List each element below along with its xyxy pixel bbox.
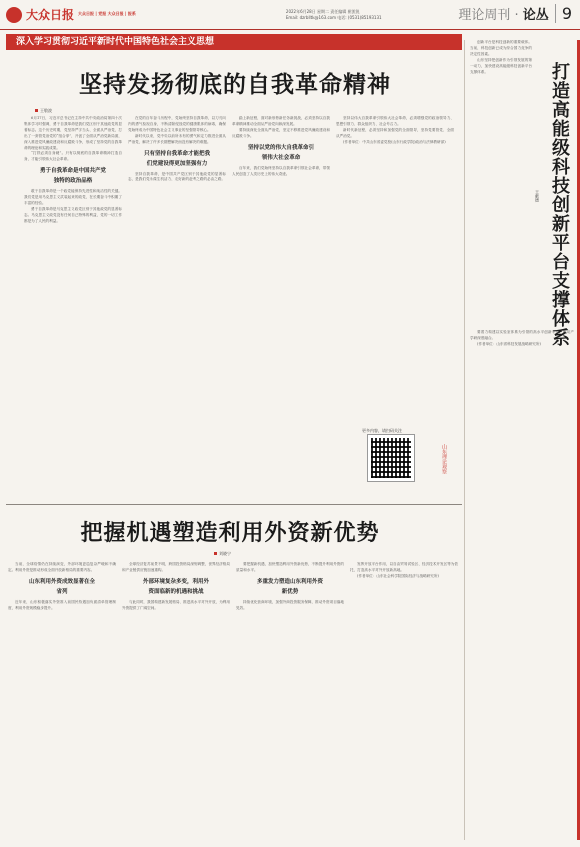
section-name-bold: 论丛 — [522, 8, 549, 23]
qr-code-icon[interactable] — [368, 435, 414, 481]
paragraph: 全球经济复苏前景不明，跨国投资格局深刻调整，世界经济格局和产业链供应链加速重构。 — [122, 562, 230, 572]
paragraph: 要把握新机遇，加快塑造利用外资新优势，不断提升利用外资的质量和水平。 — [236, 562, 344, 572]
qr-tag: 山东理论观察 — [441, 444, 447, 474]
qr-caption: 更多内容，请扫码关注 — [362, 428, 402, 433]
paragraph: 勇于自我革命是马克思主义政党区别于其他政党的显著标志。马克思主义政党没有任何自己特殊的利益，党的一切工作都是为了人民的利益。 — [24, 206, 122, 223]
paragraph: 发挥开放平台作用，以自由贸易试验区、经济技术开发区等为依托，打造高水平对外开放新高地。 — [350, 562, 458, 572]
article-divider — [6, 504, 462, 505]
paragraph: 6月17日，习近平总书记在主持中共中央政治局第四十次集体学习时强调，勇于自我革命是我们党区别于其他政党的显著标志。这个历史时期，党坚持严字当头、全面从严治党，打出了一套管党治党的“组合拳”，开创了全面从严治党新局面，深入推进党风廉政建设和反腐败斗争，形成了坚持党的自我革命的理论和实践成果。 — [24, 116, 122, 150]
article-2-title: 把握机遇塑造利用外资新优势 — [80, 520, 380, 546]
logo-text: 大众日报 — [26, 8, 75, 22]
logo-icon — [6, 7, 22, 23]
logo-subtitle: 大众日报 | 党报 大众日报 | 报系 — [78, 11, 136, 17]
article-2-column-2 — [122, 562, 230, 842]
article-1-author: 王敬波 — [35, 108, 52, 114]
paragraph: 坚持以伟大自我革命引领伟大社会革命，必须增强党的政治领导力、思想引领力、群众组织力、社会号召力。 — [336, 116, 454, 126]
author-marker-icon — [35, 109, 38, 112]
article-3-column-top — [470, 40, 532, 320]
subheading: 山东利用外资成效显著在全 省列 — [28, 578, 95, 595]
article-3-column-bottom — [470, 330, 574, 840]
subheading: 外部环境复杂多变，利用外 资面临新的机遇和挑战 — [142, 578, 209, 595]
article-3-title: 打造高能级科技创新平台支撑体系 — [549, 62, 570, 347]
paragraph: (作者单位：中共山东省委党校(山东行政学院)政治与法律教研部) — [343, 139, 446, 144]
paragraph: 在党的百年奋斗历程中，党始终坚持自我革命，以刀刃向内的勇气检视自身，不断清除侵蚀党的健康肌体的病毒，确保党始终成为中国特色社会主义事业的坚强领导核心。 — [128, 116, 226, 132]
paragraph: 持续优化营商环境，加强外商投资服务保障，推动外资项目落地见效。 — [236, 599, 344, 610]
paragraph: 坚持自我革命，是中国共产党区别于其他政党的显著标志，是我们党永葆生机活力、走好新的赶考之路的必由之路。 — [128, 171, 226, 182]
article-1-column-2 — [128, 116, 226, 501]
article-1-column-4 — [336, 116, 454, 421]
paragraph: 要持续深化全面从严治党，坚定不移推进党风廉政建设和反腐败斗争。 — [232, 127, 330, 138]
paragraph: 近年来，山东积极落实外资准入前国民待遇加负面清单管理制度，利用外资规模稳步提升。 — [8, 599, 116, 610]
newspaper-logo — [6, 6, 136, 23]
paragraph: 创新平台是科技创新的重要载体。当前，科技创新已成为综合国力竞争的决定性因素。 — [470, 40, 532, 56]
paragraph: “打铁必须自身硬”。只有以彻底的自我革命精神打造自身，才能引领伟大社会革命。 — [24, 151, 122, 162]
issue-date: 2022年6月28日 星期二 责任编辑 崔凯锐 — [285, 9, 360, 15]
page-number: 9 — [555, 4, 572, 23]
article-2-column-4 — [350, 562, 458, 842]
article-1-column-1 — [24, 116, 122, 501]
article-1-column-3 — [232, 116, 330, 501]
article-2-column-3 — [236, 562, 344, 842]
paragraph: 要着力构建以实验室体系为引领的高水平创新平台，推动产学研深度融合。 — [470, 330, 574, 340]
paragraph: 新时代新征程，必须坚持和加强党的全面领导，坚持党要管党、全面从严治党。 — [336, 127, 454, 138]
paragraph: (作者单位：山东社会科学院国际经济与战略研究所) — [357, 573, 439, 578]
issue-contact: Email: dzrblltk@163.com 电话: (0531)85193131 — [285, 14, 382, 20]
paragraph: 山东坚持把创新作为引领发展的第一动力，加快建设高能级科技创新平台支撑体系。 — [470, 57, 532, 74]
masthead — [0, 0, 580, 30]
article-2-column-1 — [8, 562, 116, 842]
article-2-author: 刘晓宁 — [214, 551, 231, 557]
author-marker-icon — [214, 552, 217, 555]
subheading: 只有坚持自我革命才能把我 们党建设得更加坚强有力 — [143, 150, 210, 167]
article-3-author: 王献德 — [535, 190, 540, 202]
topic-banner: 深入学习贯彻习近平新时代中国特色社会主义思想 — [6, 34, 462, 50]
paragraph: 踏上新征程，面对新形势新任务新挑战，必须坚持以自我革命精神推动全面从严治党向纵深发展。 — [232, 116, 330, 126]
issue-meta — [286, 9, 382, 19]
paragraph: 当前，全球疫情仍在持续演变，外部环境更趋复杂严峻和不确定。利用外资是推动形成全面开放新格局的重要内容。 — [8, 562, 116, 572]
section-name: 理论周刊 · 论丛 — [458, 8, 549, 23]
paragraph: 敢于自我革命是一个政党能保持先进性和纯洁性的关键。我们党是用马克思主义武装起来的政党，在长期奋斗中积累了丰富的经验。 — [24, 189, 122, 206]
paragraph: 与此同时，我国构建新发展格局、推进高水平对外开放，为利用外资提供了广阔空间。 — [122, 599, 230, 610]
paragraph: 百年来，我们党始终坚持以自我革命引领社会革命，带领人民创造了人类历史上的伟大奇迹。 — [232, 165, 330, 176]
paragraph: (作者单位：山东省科技发展战略研究所) — [477, 341, 541, 346]
subheading: 坚持以党的伟大自我革命引 领伟大社会革命 — [247, 144, 314, 161]
section-header — [458, 4, 572, 23]
subheading: 勇于自我革命是中国共产党 独特的政治品格 — [39, 168, 106, 185]
article-1-title: 坚持发扬彻底的自我革命精神 — [79, 72, 391, 98]
column-divider — [464, 40, 465, 840]
subheading: 多重发力塑造山东利用外资 新优势 — [256, 578, 323, 595]
paragraph: 新时代以来，党中央以前所未有的勇气和定力推进全面从严治党，解决了许多长期想解决而没有解决的难题。 — [128, 133, 226, 144]
